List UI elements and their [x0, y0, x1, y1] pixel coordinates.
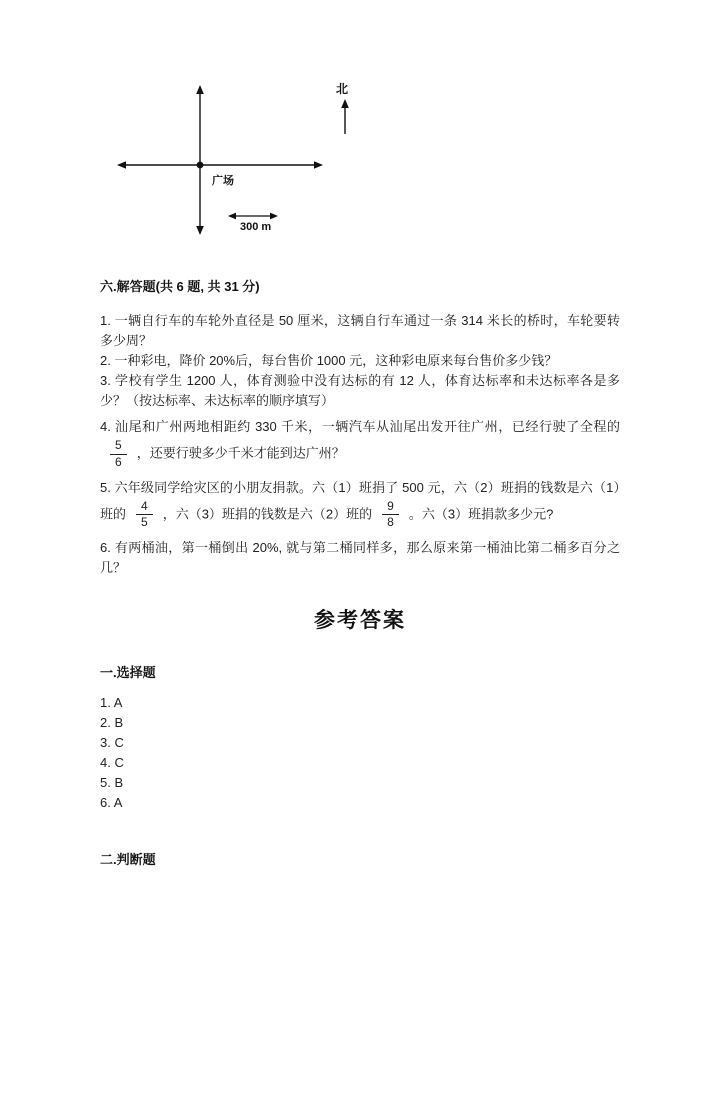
- answers-title: 参考答案: [314, 609, 406, 633]
- question-6: 6. 有两桶油，第一桶倒出 20%, 就与第二桶同样多，那么原来第一桶油比第二桶多百分之几？: [100, 540, 620, 576]
- north-arrow-icon: [341, 99, 349, 134]
- north-label: 北: [336, 82, 349, 96]
- judge-section-heading: 二.判断题: [100, 852, 156, 868]
- fraction-denominator: 6: [115, 454, 122, 469]
- fraction-5-6: [110, 439, 127, 470]
- choice-answer-3: 3. C: [100, 735, 124, 751]
- plaza-label: 广场: [212, 175, 234, 187]
- fraction-numerator: 5: [110, 439, 127, 455]
- question-5-text-3: 。六（3）班捐款多少元?: [408, 506, 554, 522]
- scale-label: 300 m: [240, 221, 272, 233]
- plaza-point: [197, 162, 204, 169]
- question-1: 1. 一辆自行车的车轮外直径是 50 厘米，这辆自行车通过一条 314 米长的桥时，车轮要转多少周？: [100, 313, 620, 348]
- question-4-text-1: 4. 汕尾和广州两地相距约 330 千米，一辆汽车从汕尾出发开往广州，已经行驶了全程的: [100, 419, 620, 434]
- question-5-text-2: ，六（3）班捐的钱数是六（2）班的: [162, 506, 373, 522]
- question-3: 3. 学校有学生 1200 人，体育测验中没有达标的有 12 人，体育达标率和未达标率各是多少？（按达标率、未达标率的顺序填写）: [100, 373, 620, 408]
- question-4: [100, 417, 620, 472]
- horizontal-axis-line: [117, 161, 323, 169]
- vertical-axis-line: [196, 85, 204, 235]
- questions-section: [100, 276, 620, 578]
- choice-answer-5: 5. B: [100, 775, 124, 791]
- section6-heading: 六.解答题(共 6 题, 共 31 分): [100, 279, 260, 294]
- answers-section: [100, 604, 620, 868]
- worksheet-page: [0, 78, 720, 1096]
- question-4-text-2: ，还要行驶多少千米才能到达广州？: [136, 445, 345, 461]
- choice-answer-6: 6. A: [100, 795, 123, 811]
- choice-answer-2: 2. B: [100, 715, 124, 731]
- scale-arrow-icon: [228, 213, 278, 220]
- fraction-9-8: [382, 500, 399, 531]
- question-2: 2. 一种彩电，降价 20%后，每台售价 1000 元，这种彩电原来每台售价多少钱？: [100, 353, 558, 368]
- question-5: [100, 478, 620, 533]
- fraction-4-5: [136, 500, 153, 531]
- fraction-numerator: 9: [382, 500, 399, 516]
- question-5-text-1: 5. 六年级同学给灾区的小朋友捐款。六（1）班捐了 500 元，六（2）班捐的钱数是六（1）班的: [100, 479, 620, 522]
- choice-answer-4: 4. C: [100, 755, 124, 771]
- fraction-numerator: 4: [136, 500, 153, 516]
- fraction-denominator: 5: [141, 515, 148, 530]
- choice-section-heading: 一.选择题: [100, 665, 156, 681]
- map-diagram: [100, 78, 400, 242]
- choice-answer-1: 1. A: [100, 695, 123, 711]
- fraction-denominator: 8: [387, 515, 394, 530]
- choice-answers-list: [100, 693, 620, 813]
- axes-and-arrows-graphic: [100, 78, 400, 242]
